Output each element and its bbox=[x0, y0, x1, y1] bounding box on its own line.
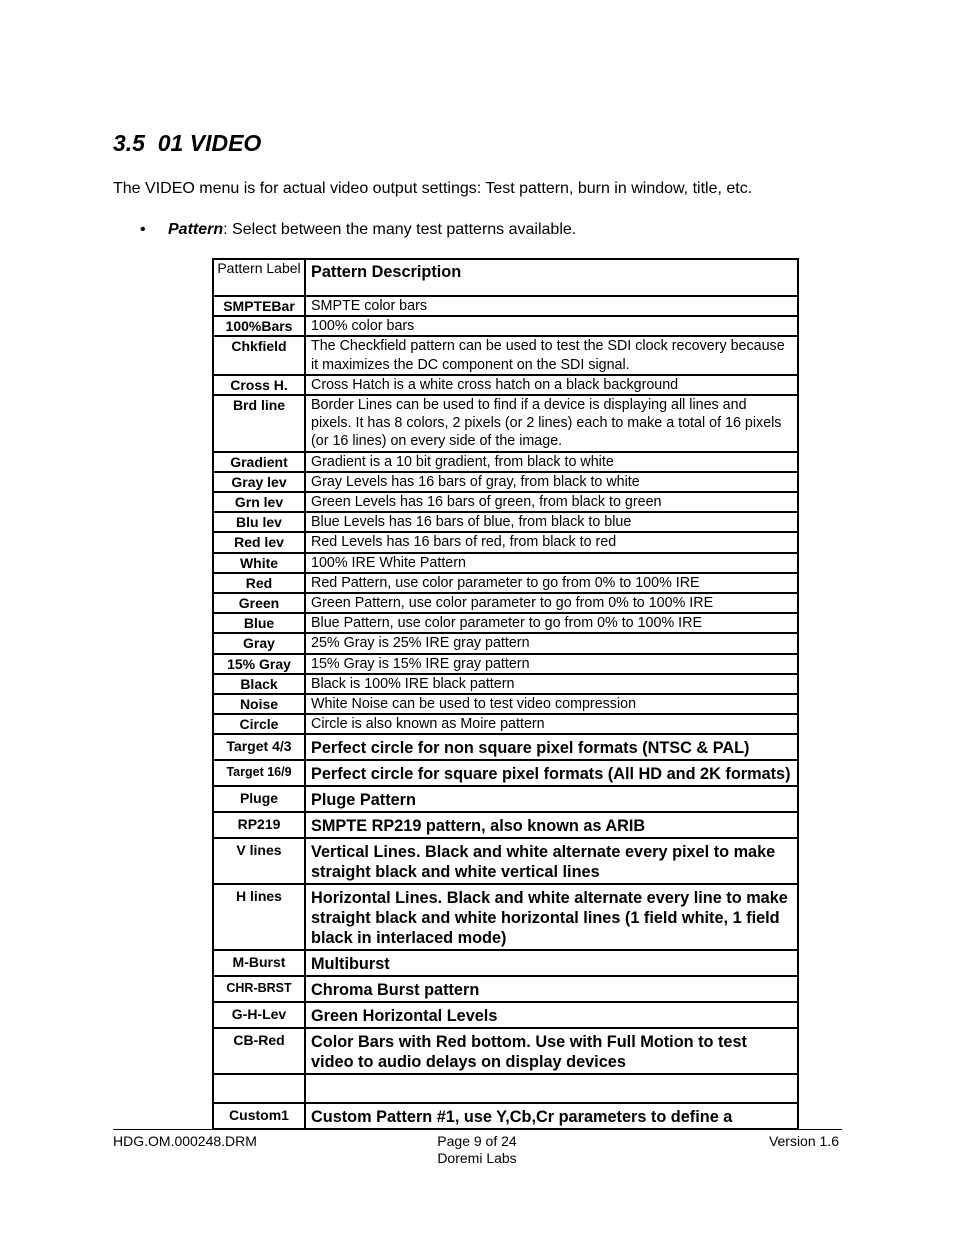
pattern-label: White bbox=[213, 553, 305, 573]
pattern-label: Cross H. bbox=[213, 375, 305, 395]
footer-center bbox=[377, 1133, 577, 1167]
pattern-description: Black is 100% IRE black pattern bbox=[305, 674, 798, 694]
pattern-label: Circle bbox=[213, 714, 305, 734]
pattern-label: Noise bbox=[213, 694, 305, 714]
pattern-table bbox=[212, 258, 799, 1130]
pattern-description: Red Levels has 16 bars of red, from black to red bbox=[305, 532, 798, 552]
table-row bbox=[213, 760, 798, 786]
pattern-description: 15% Gray is 15% IRE gray pattern bbox=[305, 654, 798, 674]
table-row bbox=[213, 553, 798, 573]
pattern-label: 15% Gray bbox=[213, 654, 305, 674]
header-label: Pattern Label bbox=[213, 259, 305, 296]
pattern-label: 100%Bars bbox=[213, 316, 305, 336]
table-row bbox=[213, 492, 798, 512]
pattern-label: Chkfield bbox=[213, 336, 305, 374]
pattern-description: Green Horizontal Levels bbox=[305, 1002, 798, 1028]
pattern-description: Perfect circle for square pixel formats (All HD and 2K formats) bbox=[305, 760, 798, 786]
table-row bbox=[213, 1103, 798, 1129]
pattern-label: Green bbox=[213, 593, 305, 613]
pattern-label: Gray lev bbox=[213, 472, 305, 492]
pattern-description: Cross Hatch is a white cross hatch on a black background bbox=[305, 375, 798, 395]
table-row bbox=[213, 532, 798, 552]
table-row bbox=[213, 786, 798, 812]
pattern-label: Custom1 bbox=[213, 1103, 305, 1129]
pattern-label: M-Burst bbox=[213, 950, 305, 976]
footer-company: Doremi Labs bbox=[437, 1150, 517, 1166]
pattern-description: White Noise can be used to test video compression bbox=[305, 694, 798, 714]
pattern-bullet bbox=[140, 221, 576, 239]
table-row bbox=[213, 674, 798, 694]
pattern-label: Grn lev bbox=[213, 492, 305, 512]
table-row bbox=[213, 812, 798, 838]
table-row bbox=[213, 654, 798, 674]
pattern-label: Gradient bbox=[213, 452, 305, 472]
pattern-label: CHR-BRST bbox=[213, 976, 305, 1002]
pattern-label: Red lev bbox=[213, 532, 305, 552]
pattern-description: Vertical Lines. Black and white alternate every pixel to make straight black and white vertical lines bbox=[305, 838, 798, 884]
footer-doc-id: HDG.OM.000248.DRM bbox=[113, 1133, 257, 1149]
header-description: Pattern Description bbox=[305, 259, 798, 296]
pattern-description: The Checkfield pattern can be used to test the SDI clock recovery because it maximizes the DC component on the SDI signal. bbox=[305, 336, 798, 374]
pattern-description: Blue Levels has 16 bars of blue, from black to blue bbox=[305, 512, 798, 532]
pattern-description: Red Pattern, use color parameter to go from 0% to 100% IRE bbox=[305, 573, 798, 593]
pattern-description: Multiburst bbox=[305, 950, 798, 976]
pattern-description: Green Levels has 16 bars of green, from black to green bbox=[305, 492, 798, 512]
table-row bbox=[213, 1028, 798, 1074]
section-title: 01 VIDEO bbox=[157, 130, 262, 156]
pattern-label: Brd line bbox=[213, 395, 305, 452]
section-heading bbox=[113, 130, 261, 157]
intro-paragraph: The VIDEO menu is for actual video output settings: Test pattern, burn in window, title, etc. bbox=[113, 180, 753, 197]
table-row bbox=[213, 838, 798, 884]
bullet-dot: • bbox=[140, 221, 146, 238]
pattern-description bbox=[305, 1074, 798, 1103]
pattern-description: Circle is also known as Moire pattern bbox=[305, 714, 798, 734]
pattern-description: Color Bars with Red bottom. Use with Full Motion to test video to audio delays on display devices bbox=[305, 1028, 798, 1074]
pattern-description: Gray Levels has 16 bars of gray, from black to white bbox=[305, 472, 798, 492]
bullet-text: : Select between the many test patterns available. bbox=[223, 221, 577, 238]
table-row bbox=[213, 336, 798, 374]
table-row bbox=[213, 734, 798, 760]
pattern-description: Blue Pattern, use color parameter to go from 0% to 100% IRE bbox=[305, 613, 798, 633]
bullet-term: Pattern bbox=[168, 221, 224, 238]
table-row bbox=[213, 316, 798, 336]
pattern-label: H lines bbox=[213, 884, 305, 950]
pattern-label: V lines bbox=[213, 838, 305, 884]
pattern-label: Black bbox=[213, 674, 305, 694]
pattern-description: Pluge Pattern bbox=[305, 786, 798, 812]
table-row bbox=[213, 884, 798, 950]
table-row bbox=[213, 613, 798, 633]
pattern-label: CB-Red bbox=[213, 1028, 305, 1074]
pattern-label bbox=[213, 1074, 305, 1103]
table-row bbox=[213, 375, 798, 395]
pattern-label: Blu lev bbox=[213, 512, 305, 532]
table-row bbox=[213, 714, 798, 734]
table-header-row bbox=[213, 259, 798, 296]
footer-divider bbox=[113, 1129, 842, 1130]
table-row bbox=[213, 452, 798, 472]
table-row bbox=[213, 296, 798, 316]
pattern-description: Border Lines can be used to find if a device is displaying all lines and pixels. It has 8 colors, 2 pixels (or 2 lines) each to make a total of 16 pixels (or 16 lines) on every side of the image. bbox=[305, 395, 798, 452]
pattern-description: Gradient is a 10 bit gradient, from black to white bbox=[305, 452, 798, 472]
pattern-description: SMPTE RP219 pattern, also known as ARIB bbox=[305, 812, 798, 838]
table-row bbox=[213, 694, 798, 714]
pattern-description: Custom Pattern #1, use Y,Cb,Cr parameters to define a bbox=[305, 1103, 798, 1129]
pattern-label: Pluge bbox=[213, 786, 305, 812]
pattern-label: Target 16/9 bbox=[213, 760, 305, 786]
pattern-description: Horizontal Lines. Black and white alternate every line to make straight black and white horizontal lines (1 field white, 1 field black in interlaced mode) bbox=[305, 884, 798, 950]
table-row bbox=[213, 633, 798, 653]
pattern-label: Gray bbox=[213, 633, 305, 653]
footer-version: Version 1.6 bbox=[768, 1133, 839, 1149]
pattern-description: Chroma Burst pattern bbox=[305, 976, 798, 1002]
table-row bbox=[213, 976, 798, 1002]
pattern-description: 100% color bars bbox=[305, 316, 798, 336]
pattern-description: 100% IRE White Pattern bbox=[305, 553, 798, 573]
table-row bbox=[213, 1002, 798, 1028]
pattern-label: Target 4/3 bbox=[213, 734, 305, 760]
table-row bbox=[213, 950, 798, 976]
pattern-description: Green Pattern, use color parameter to go from 0% to 100% IRE bbox=[305, 593, 798, 613]
pattern-description: SMPTE color bars bbox=[305, 296, 798, 316]
table-row bbox=[213, 395, 798, 452]
table-row bbox=[213, 593, 798, 613]
section-number: 3.5 bbox=[113, 130, 145, 156]
table-row bbox=[213, 472, 798, 492]
table-row bbox=[213, 1074, 798, 1103]
table-row bbox=[213, 512, 798, 532]
pattern-description: 25% Gray is 25% IRE gray pattern bbox=[305, 633, 798, 653]
footer-page-number: Page 9 of 24 bbox=[437, 1133, 517, 1149]
pattern-label: RP219 bbox=[213, 812, 305, 838]
pattern-label: SMPTEBar bbox=[213, 296, 305, 316]
pattern-label: Blue bbox=[213, 613, 305, 633]
pattern-label: Red bbox=[213, 573, 305, 593]
pattern-description: Perfect circle for non square pixel formats (NTSC & PAL) bbox=[305, 734, 798, 760]
pattern-label: G-H-Lev bbox=[213, 1002, 305, 1028]
table-row bbox=[213, 573, 798, 593]
